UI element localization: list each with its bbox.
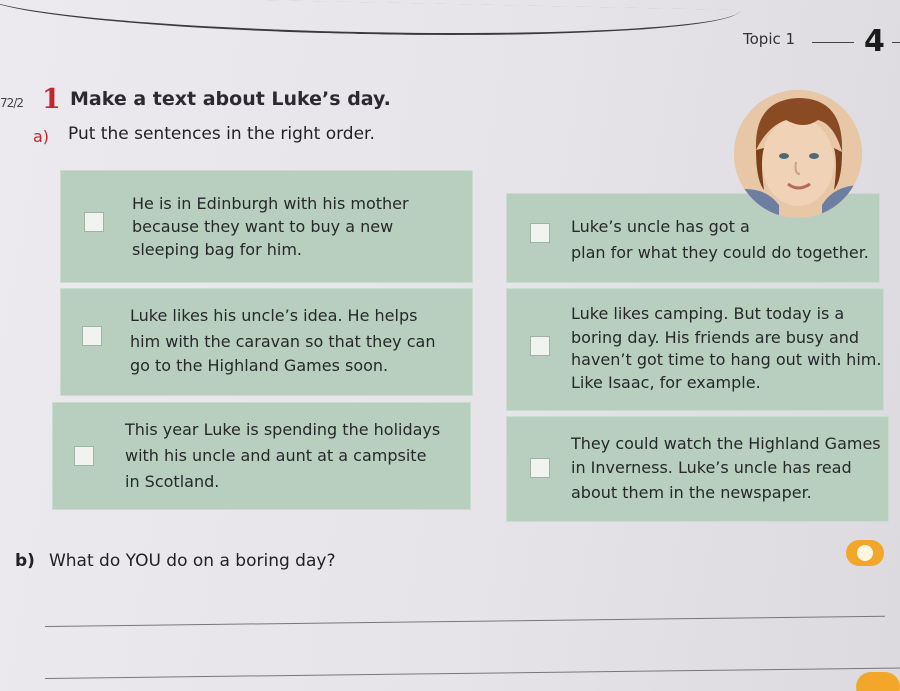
boy-portrait-icon (734, 90, 862, 218)
card-5-line-1: This year Luke is spending the holidays (125, 420, 441, 439)
card-3-line-1: Luke likes his uncle’s idea. He helps (130, 306, 418, 325)
sentence-card-3 (60, 288, 473, 396)
card-1-line-3: sleeping bag for him. (132, 240, 302, 259)
card-4-line-3: haven’t got time to hang out with him. (571, 350, 882, 369)
card-4-line-1: Luke likes camping. But today is a (571, 304, 845, 323)
difficulty-badge-icon (846, 540, 884, 566)
sentence-card-5 (52, 402, 471, 510)
order-checkbox-5[interactable] (74, 446, 94, 466)
card-5-line-3: in Scotland. (125, 472, 220, 491)
task-title: Make a text about Luke’s day. (70, 88, 391, 110)
header-rule-short (812, 42, 854, 43)
card-3-line-3: go to the Highland Games soon. (130, 356, 389, 375)
card-6-line-2: in Inverness. Luke’s uncle has read (571, 458, 852, 477)
card-6-line-3: about them in the newspaper. (571, 483, 812, 502)
card-5-line-2: with his uncle and aunt at a campsite (125, 446, 427, 465)
part-a-instruction: Put the sentences in the right order. (68, 124, 375, 144)
page-reference: 72/2 (0, 96, 23, 110)
part-b-question-row (15, 551, 335, 571)
part-a-letter: a) (33, 127, 50, 146)
sentence-card-4 (506, 288, 884, 411)
topic-label: Topic 1 (743, 30, 796, 48)
order-checkbox-3[interactable] (82, 326, 102, 346)
difficulty-badge-icon-2 (856, 672, 900, 691)
sentence-card-1 (60, 170, 473, 283)
sentence-card-6 (506, 416, 889, 522)
boy-portrait-photo (734, 90, 862, 218)
page-number: 4 (864, 24, 885, 59)
part-b-question: What do YOU do on a boring day? (48, 551, 336, 571)
answer-line-2[interactable] (45, 668, 900, 679)
order-checkbox-2[interactable] (530, 223, 550, 243)
part-b-letter: b) (15, 551, 35, 571)
card-2-line-2: plan for what they could do together. (571, 243, 869, 262)
card-4-line-4: Like Isaac, for example. (571, 373, 761, 392)
header-rule-end (892, 42, 900, 43)
answer-line-1[interactable] (45, 616, 885, 627)
card-3-line-2: him with the caravan so that they can (130, 332, 436, 351)
header-rule (0, 0, 740, 42)
card-1-line-2: because they want to buy a new (132, 217, 394, 236)
card-6-line-1: They could watch the Highland Games (571, 434, 881, 453)
order-checkbox-1[interactable] (84, 212, 104, 232)
order-checkbox-4[interactable] (530, 336, 550, 356)
card-2-line-1: Luke’s uncle has got a (571, 217, 750, 236)
card-4-line-2: boring day. His friends are busy and (571, 328, 860, 347)
card-1-line-1: He is in Edinburgh with his mother (132, 194, 409, 213)
task-number: 1 (42, 84, 61, 115)
order-checkbox-6[interactable] (530, 458, 550, 478)
